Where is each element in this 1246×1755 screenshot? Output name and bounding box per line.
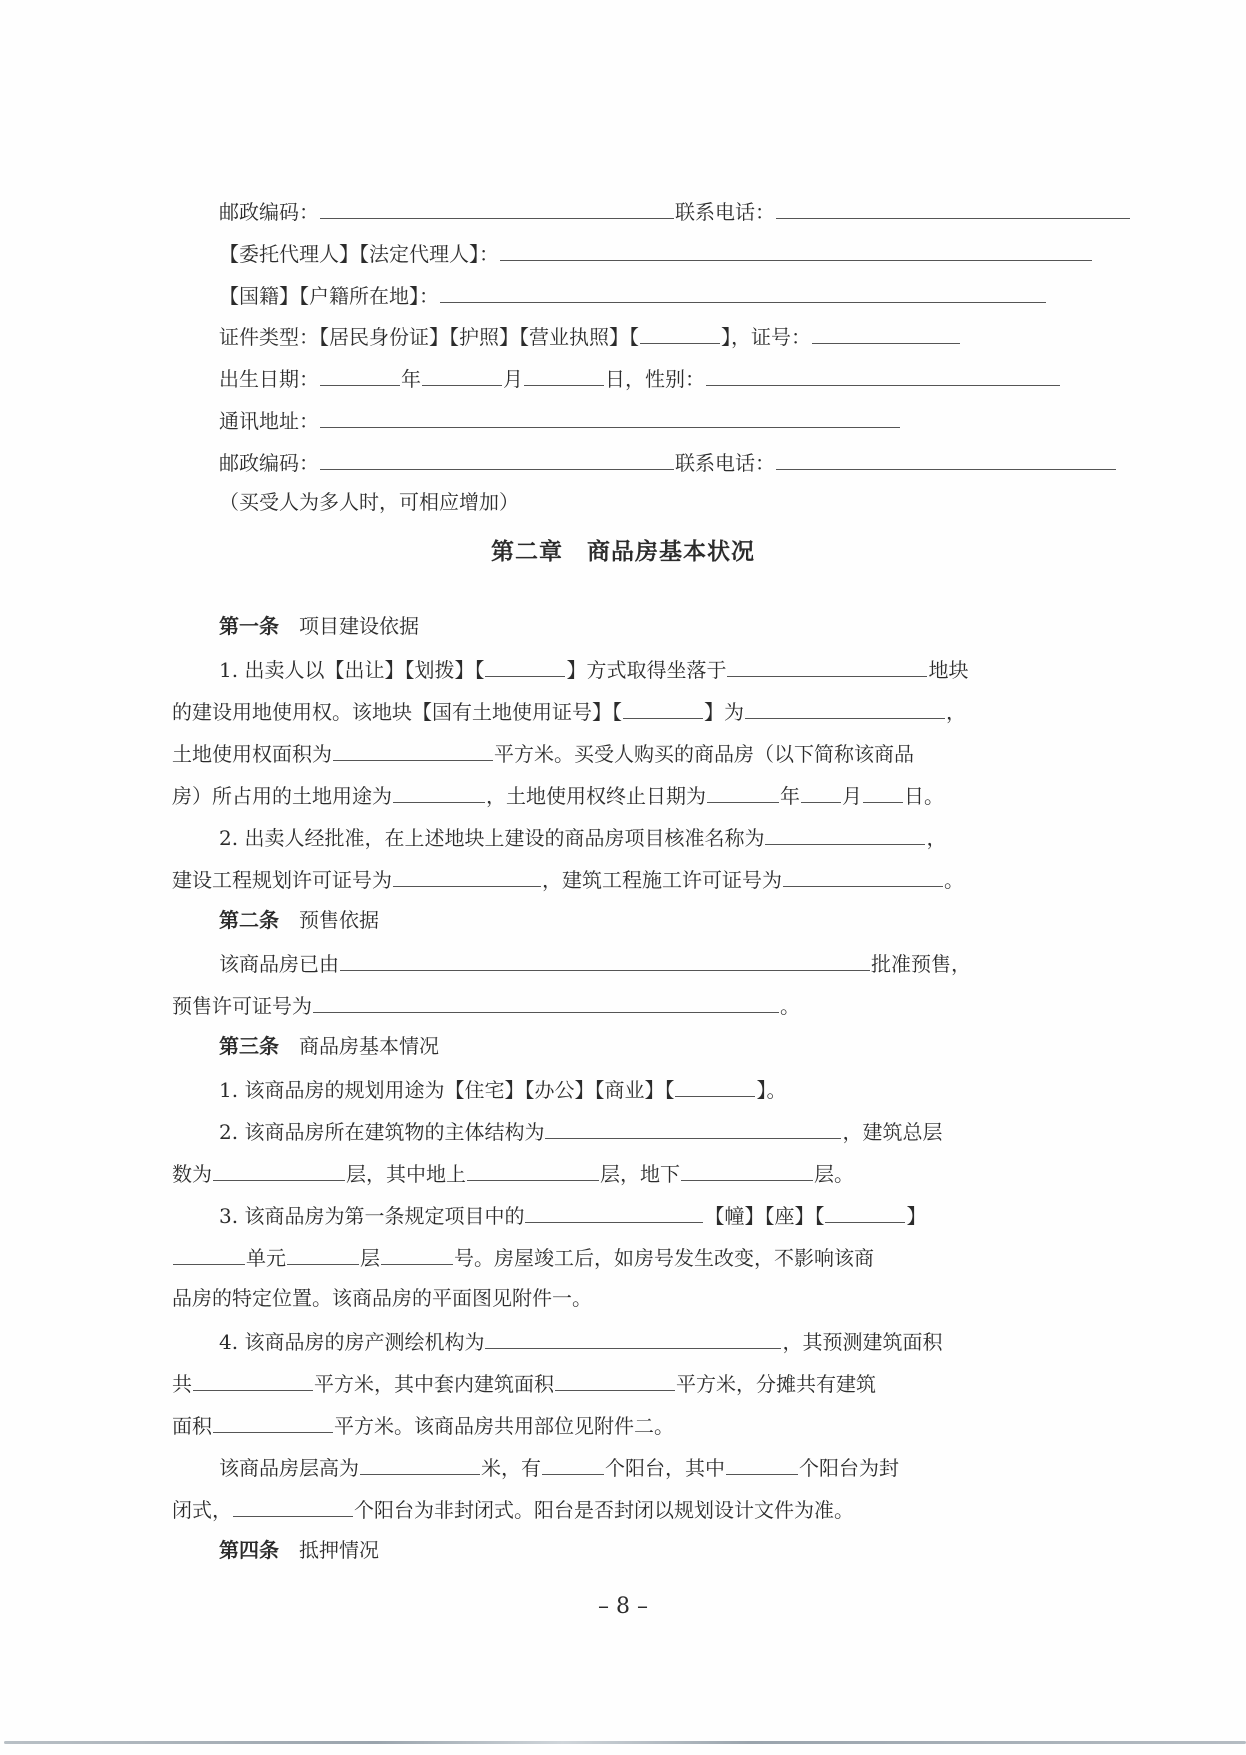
document-line [219, 1452, 899, 1480]
line-text: 出生日期： [219, 367, 319, 391]
line-text: 地块 [928, 658, 969, 682]
document-line [219, 1116, 942, 1144]
line-text: ，土地使用权终止日期为 [486, 784, 706, 808]
fill-in-blank[interactable] [545, 1116, 841, 1139]
line-text: 层 [360, 1246, 380, 1270]
line-text: 层。 [814, 1162, 854, 1186]
fill-in-blank[interactable] [707, 780, 779, 803]
line-text: 品房的特定位置。该商品房的平面图见附件一。 [172, 1286, 592, 1310]
document-line [172, 1368, 876, 1396]
fill-in-blank[interactable] [440, 280, 1046, 303]
fill-in-blank[interactable] [393, 864, 541, 887]
line-text: 面积 [172, 1414, 212, 1438]
fill-in-blank[interactable] [801, 780, 841, 803]
article-number: 第一条 [219, 614, 279, 638]
line-text: 预售依据 [279, 908, 379, 932]
line-text: 【委托代理人】【法定代理人】： [219, 242, 499, 266]
fill-in-blank[interactable] [745, 696, 945, 719]
fill-in-blank[interactable] [765, 822, 925, 845]
document-line [219, 822, 946, 850]
line-text: 【幢】【座】【 [704, 1204, 825, 1228]
fill-in-blank[interactable] [825, 1200, 905, 1223]
line-text: 层，其中地上 [346, 1162, 466, 1186]
line-text: 年 [780, 784, 800, 808]
fill-in-blank[interactable] [422, 363, 502, 386]
fill-in-blank[interactable] [783, 864, 943, 887]
document-line [172, 1284, 592, 1312]
line-text: 年 [401, 367, 421, 391]
line-text: ，其预测建筑面积 [782, 1330, 943, 1354]
line-text: 证件类型：【居民身份证】【护照】【营业执照】【 [219, 325, 639, 349]
fill-in-blank[interactable] [706, 363, 1060, 386]
document-line [219, 363, 1061, 391]
line-text: 商品房基本情况 [279, 1034, 439, 1058]
line-text: 通讯地址： [219, 409, 319, 433]
line-text: 1. 该商品房的规划用途为【住宅】【办公】【商业】【 [219, 1078, 675, 1102]
page-bottom-edge [4, 1741, 1246, 1744]
fill-in-blank[interactable] [776, 196, 1130, 219]
document-line [172, 780, 944, 808]
line-text: 抵押情况 [279, 1538, 379, 1562]
document-line [219, 654, 968, 682]
document-line [172, 696, 966, 724]
document-line [172, 864, 964, 892]
line-text: 】为 [704, 700, 744, 724]
line-text: 号。房屋竣工后，如房号发生改变，不影响该商 [454, 1246, 874, 1270]
fill-in-blank[interactable] [320, 196, 674, 219]
document-line [219, 1326, 942, 1354]
fill-in-blank[interactable] [173, 1242, 245, 1265]
article-heading [219, 612, 419, 640]
line-text: 项目建设依据 [279, 614, 419, 638]
fill-in-blank[interactable] [542, 1452, 604, 1475]
fill-in-blank[interactable] [727, 654, 927, 677]
fill-in-blank[interactable] [287, 1242, 359, 1265]
line-text: 土地使用权面积为 [172, 742, 332, 766]
line-text: 共 [172, 1372, 192, 1396]
document-line [219, 321, 961, 349]
line-text: 米，有 [481, 1456, 541, 1480]
document-line [172, 1158, 854, 1186]
line-text: ， [926, 826, 947, 850]
line-text: 个阳台，其中 [605, 1456, 725, 1480]
fill-in-blank[interactable] [812, 321, 960, 344]
line-text: 】。 [756, 1078, 787, 1102]
line-text: 该商品房已由 [219, 952, 339, 976]
line-text: 】 [906, 1204, 927, 1228]
fill-in-blank[interactable] [313, 990, 779, 1013]
line-text: 平方米。买受人购买的商品房（以下简称该商品 [494, 742, 914, 766]
line-text: 联系电话： [675, 200, 775, 224]
page-number: – 8 – [598, 1594, 648, 1619]
fill-in-blank[interactable] [524, 363, 604, 386]
document-line [219, 948, 971, 976]
line-text: 平方米，其中套内建筑面积 [314, 1372, 554, 1396]
line-text: 该商品房层高为 [219, 1456, 359, 1480]
fill-in-blank[interactable] [681, 1158, 813, 1181]
line-text: 个阳台为非封闭式。阳台是否封闭以规划设计文件为准。 [354, 1498, 854, 1522]
fill-in-blank[interactable] [640, 321, 720, 344]
line-text: 2. 该商品房所在建筑物的主体结构为 [219, 1120, 545, 1144]
fill-in-blank[interactable] [467, 1158, 599, 1181]
line-text: ，建筑工程施工许可证号为 [542, 868, 782, 892]
fill-in-blank[interactable] [213, 1158, 345, 1181]
article-heading [219, 1032, 439, 1060]
line-text: 第二章 商品房基本状况 [491, 538, 755, 565]
line-text: 平方米。该商品房共用部位见附件二。 [334, 1414, 674, 1438]
fill-in-blank[interactable] [381, 1242, 453, 1265]
document-line [219, 1074, 786, 1102]
line-text: 4. 该商品房的房产测绘机构为 [219, 1330, 485, 1354]
line-text: 建设工程规划许可证号为 [172, 868, 392, 892]
line-text: 】方式取得坐落于 [566, 658, 727, 682]
fill-in-blank[interactable] [675, 1074, 755, 1097]
line-text: 的建设用地使用权。该地块【国有土地使用证号】【 [172, 700, 622, 724]
fill-in-blank[interactable] [320, 405, 900, 428]
line-text: 。 [780, 994, 800, 1018]
fill-in-blank[interactable] [340, 948, 870, 971]
fill-in-blank[interactable] [863, 780, 903, 803]
fill-in-blank[interactable] [320, 363, 400, 386]
document-line [172, 1242, 874, 1270]
document-line [219, 280, 1047, 308]
document-line [172, 1410, 674, 1438]
line-text: 【国籍】【户籍所在地】： [219, 284, 439, 308]
line-text: 3. 该商品房为第一条规定项目中的 [219, 1204, 525, 1228]
line-text: 个阳台为封 [799, 1456, 899, 1480]
line-text: 房）所占用的土地用途为 [172, 784, 392, 808]
document-line [172, 1494, 854, 1522]
document-line [219, 447, 1117, 475]
line-text: 】，证号： [721, 325, 811, 349]
fill-in-blank[interactable] [623, 696, 703, 719]
line-text: 数为 [172, 1162, 212, 1186]
line-text: 。 [944, 868, 964, 892]
line-text: 1. 出卖人以【出让】【划拨】【 [219, 658, 485, 682]
line-text: 日。 [904, 784, 944, 808]
line-text: 单元 [246, 1246, 286, 1270]
line-text: 联系电话： [675, 451, 775, 475]
document-line [219, 1200, 926, 1228]
fill-in-blank[interactable] [485, 1326, 781, 1349]
document-line [219, 488, 519, 516]
fill-in-blank[interactable] [193, 1368, 313, 1391]
article-heading [219, 1536, 379, 1564]
line-text: 批准预售， [871, 952, 971, 976]
line-text: 闭式， [172, 1498, 232, 1522]
article-number: 第二条 [219, 908, 279, 932]
fill-in-blank[interactable] [776, 447, 1116, 470]
fill-in-blank[interactable] [485, 654, 565, 677]
fill-in-blank[interactable] [213, 1410, 333, 1433]
fill-in-blank[interactable] [393, 780, 485, 803]
line-text: （买受人为多人时，可相应增加） [219, 490, 519, 514]
line-text: 邮政编码： [219, 451, 319, 475]
fill-in-blank[interactable] [726, 1452, 798, 1475]
line-text: 日，性别： [605, 367, 705, 391]
article-number: 第三条 [219, 1034, 279, 1058]
article-heading [219, 906, 379, 934]
line-text: 月 [842, 784, 862, 808]
line-text: 平方米，分摊共有建筑 [676, 1372, 876, 1396]
fill-in-blank[interactable] [333, 738, 493, 761]
fill-in-blank[interactable] [360, 1452, 480, 1475]
fill-in-blank[interactable] [525, 1200, 703, 1223]
line-text: 2. 出卖人经批准，在上述地块上建设的商品房项目核准名称为 [219, 826, 765, 850]
line-text: 月 [503, 367, 523, 391]
chapter-heading [0, 538, 1246, 566]
fill-in-blank[interactable] [320, 447, 674, 470]
line-text: 邮政编码： [219, 200, 319, 224]
line-text: ， [946, 700, 966, 724]
fill-in-blank[interactable] [233, 1494, 353, 1517]
fill-in-blank[interactable] [555, 1368, 675, 1391]
line-text: 层，地下 [600, 1162, 680, 1186]
document-line [219, 405, 901, 433]
line-text: ，建筑总层 [842, 1120, 943, 1144]
article-number: 第四条 [219, 1538, 279, 1562]
fill-in-blank[interactable] [500, 238, 1092, 261]
document-line [219, 196, 1131, 224]
document-line [172, 738, 914, 766]
line-text: 预售许可证号为 [172, 994, 312, 1018]
document-line [172, 990, 800, 1018]
document-line [219, 238, 1093, 266]
